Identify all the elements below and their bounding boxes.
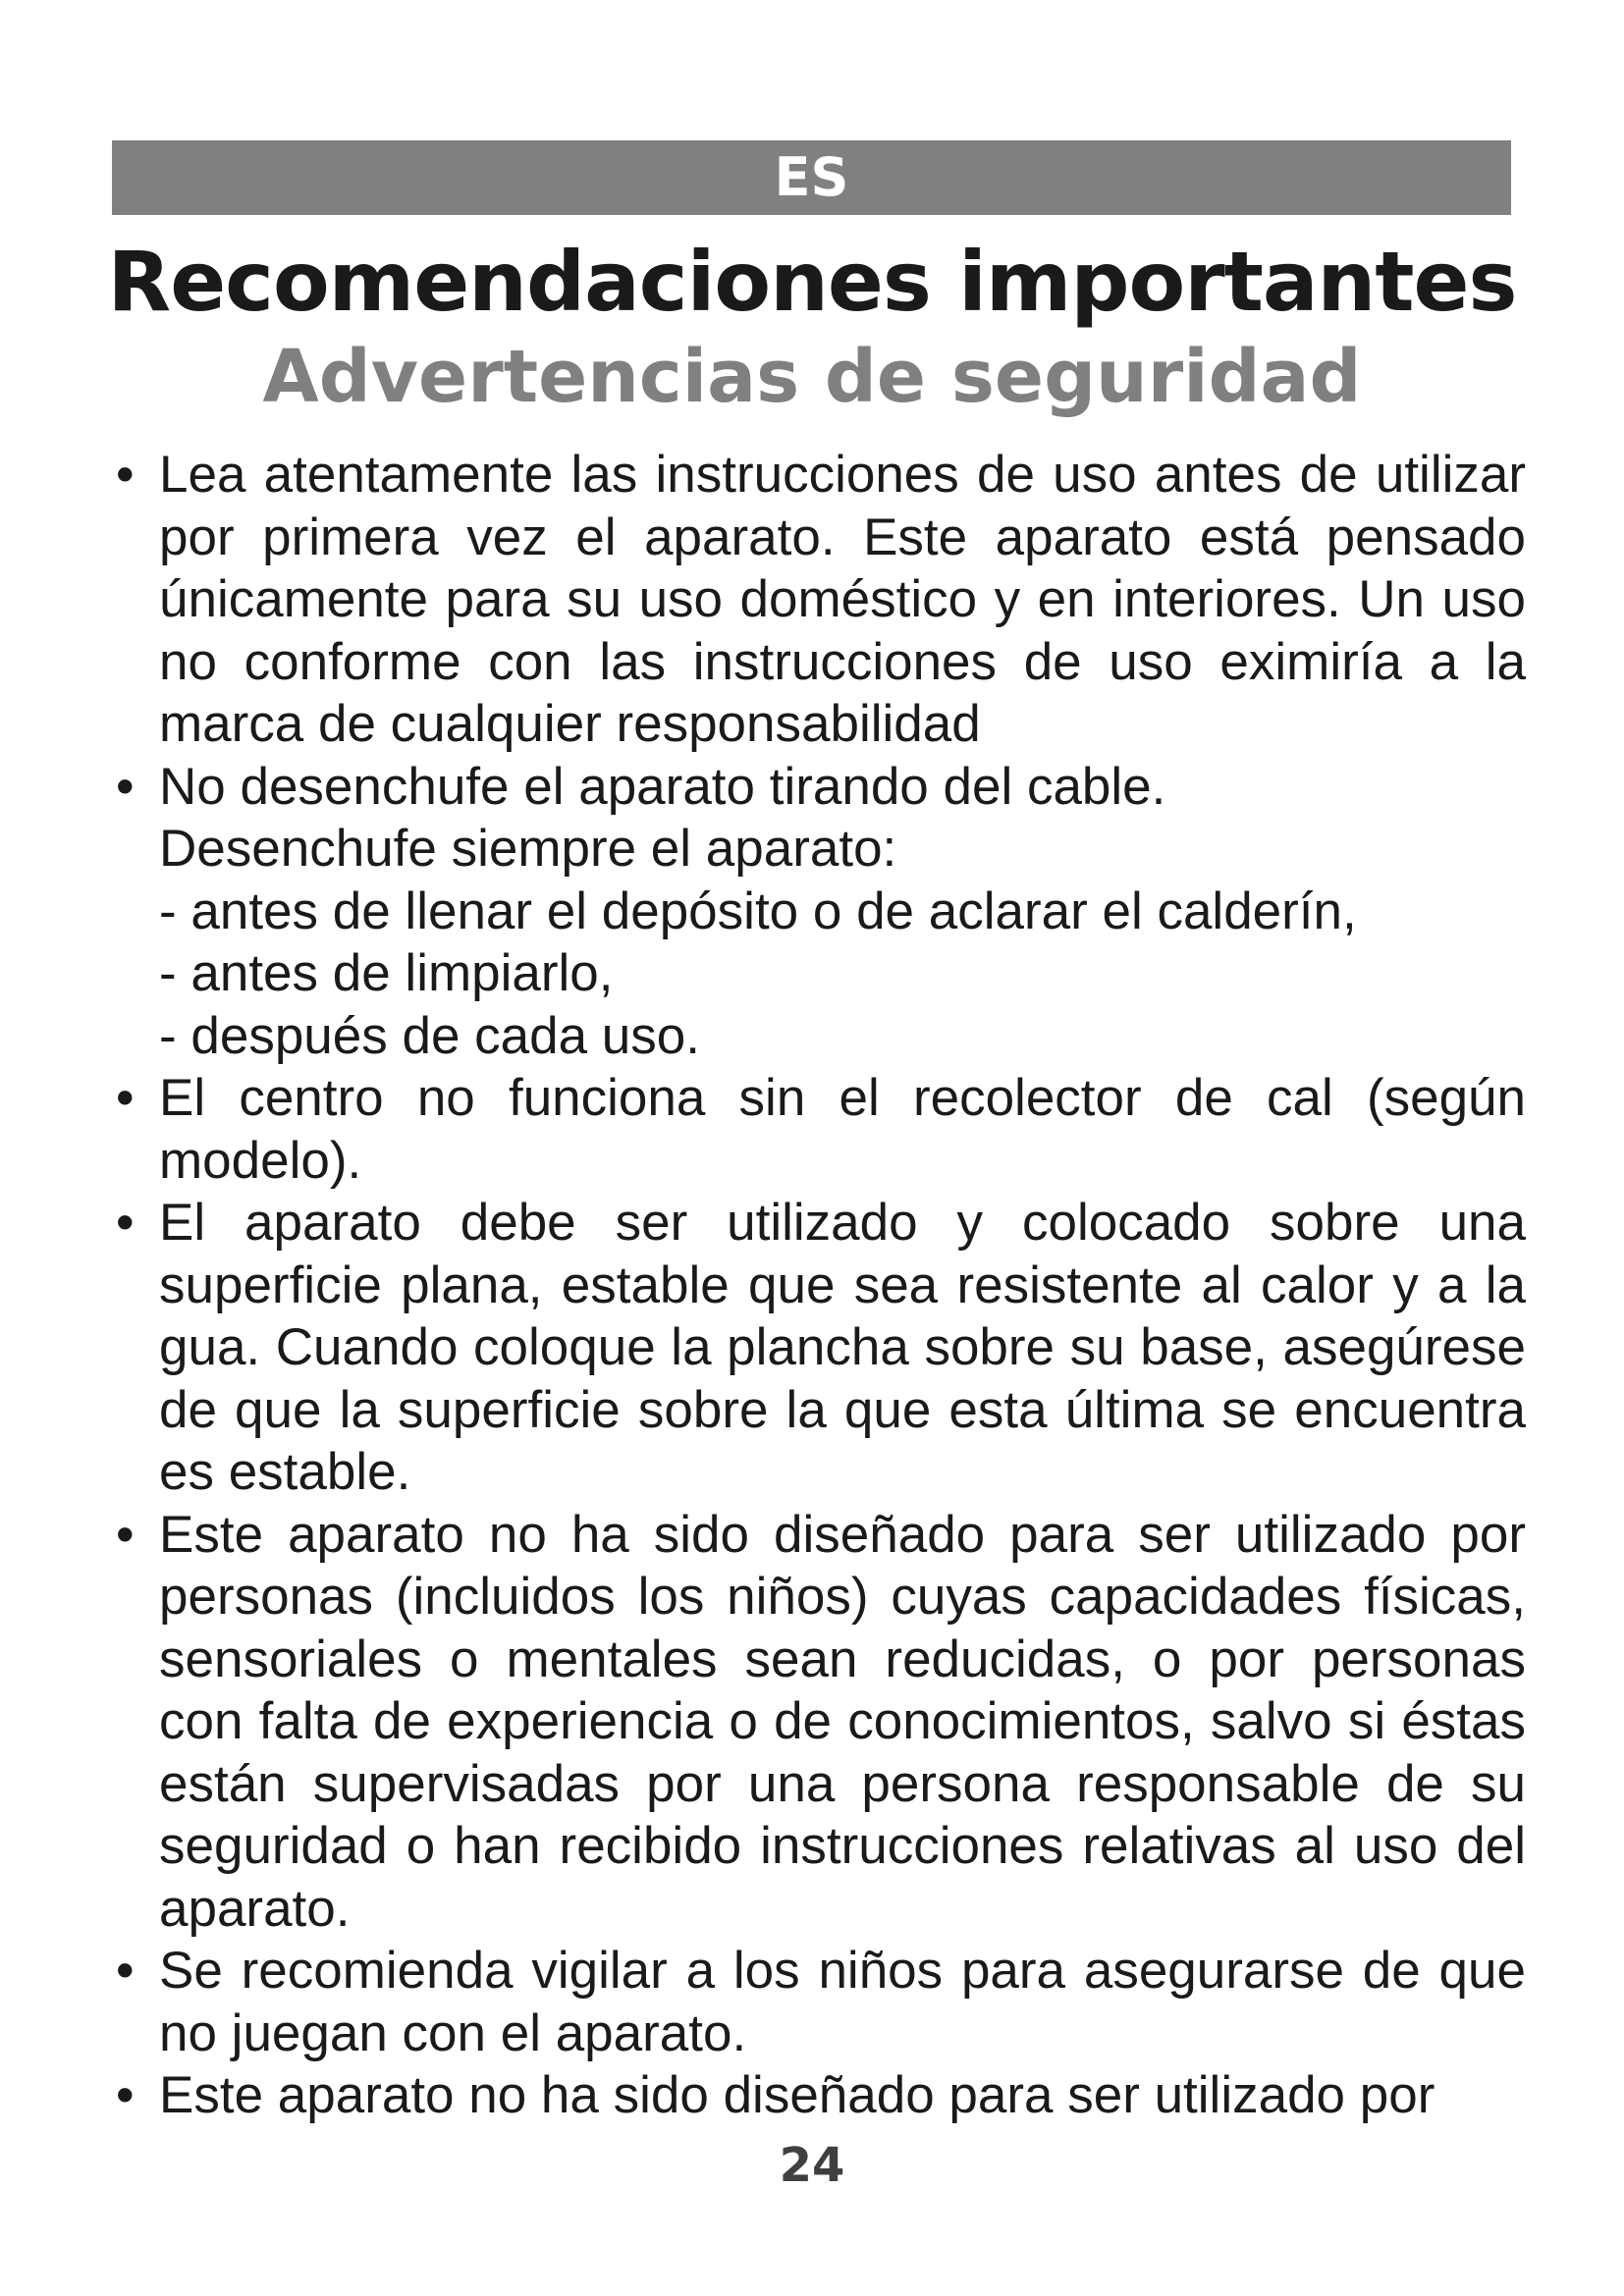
list-item [112,2064,1526,2127]
list-item-text: Se recomienda vigilar a los niños para asegurarse de que no juegan con el aparato. [159,1942,1526,2062]
list-item-text: No desenchufe el aparato tirando del cable. [159,757,1166,816]
list-item-text: Este aparato no ha sido diseñado para ser utilizado por [159,2066,1435,2124]
bullet-icon: • [116,446,135,504]
bullet-icon: • [116,2066,135,2124]
list-item [112,1192,1526,1504]
list-item-text: El centro no funciona sin el recolector de cal (según modelo). [159,1069,1526,1190]
list-item [112,1067,1526,1192]
bullet-icon: • [116,1069,135,1127]
list-item-text: Este aparato no ha sido diseñado para ser utilizado por personas (incluidos los niños) cuyas capacidades físicas, sensoriales o mentales sean reducidas, o por personas con falta de experiencia o de conocimientos, salvo si éstas están supervisadas por una persona responsable de su seguridad o han recibido instrucciones relativas al uso del aparato. [159,1505,1526,1938]
language-tag-bar [112,140,1511,215]
list-item-subline: - antes de llenar el depósito o de aclarar el calderín, [159,881,1357,940]
list-item-text: Lea atentamente las instrucciones de uso antes de utilizar por primera vez el aparato. Este aparato está pensado únicamente para su uso doméstico y en interiores. Un uso no conforme con las instrucciones de uso eximiría a la marca de cualquier responsabilidad [159,446,1526,753]
list-item-subline: - antes de limpiarlo, [159,944,614,1002]
list-item [112,444,1526,756]
list-item-subline: Desenchufe siempre el aparato: [159,820,897,878]
list-item [112,756,1526,1068]
list-item [112,1940,1526,2064]
list-item-text: El aparato debe ser utilizado y colocado sobre una superficie plana, estable que sea resistente al calor y a la gua. Cuando coloque la plancha sobre su base, asegúrese de que la superficie sobre la que esta última se encuentra es estable. [159,1194,1526,1501]
list-item-subline: - después de cada uso. [159,1006,700,1065]
list-item [112,1504,1526,1941]
bullet-icon: • [116,1194,135,1252]
page-title: Recomendaciones importantes [107,234,1517,330]
safety-warnings-list [112,444,1526,2127]
page-subtitle: Advertencias de seguridad [262,335,1362,419]
page-number: 24 [779,2138,845,2193]
bullet-icon: • [116,757,135,816]
language-code: ES [774,146,849,208]
bullet-icon: • [116,1505,135,1564]
bullet-icon: • [116,1942,135,2000]
